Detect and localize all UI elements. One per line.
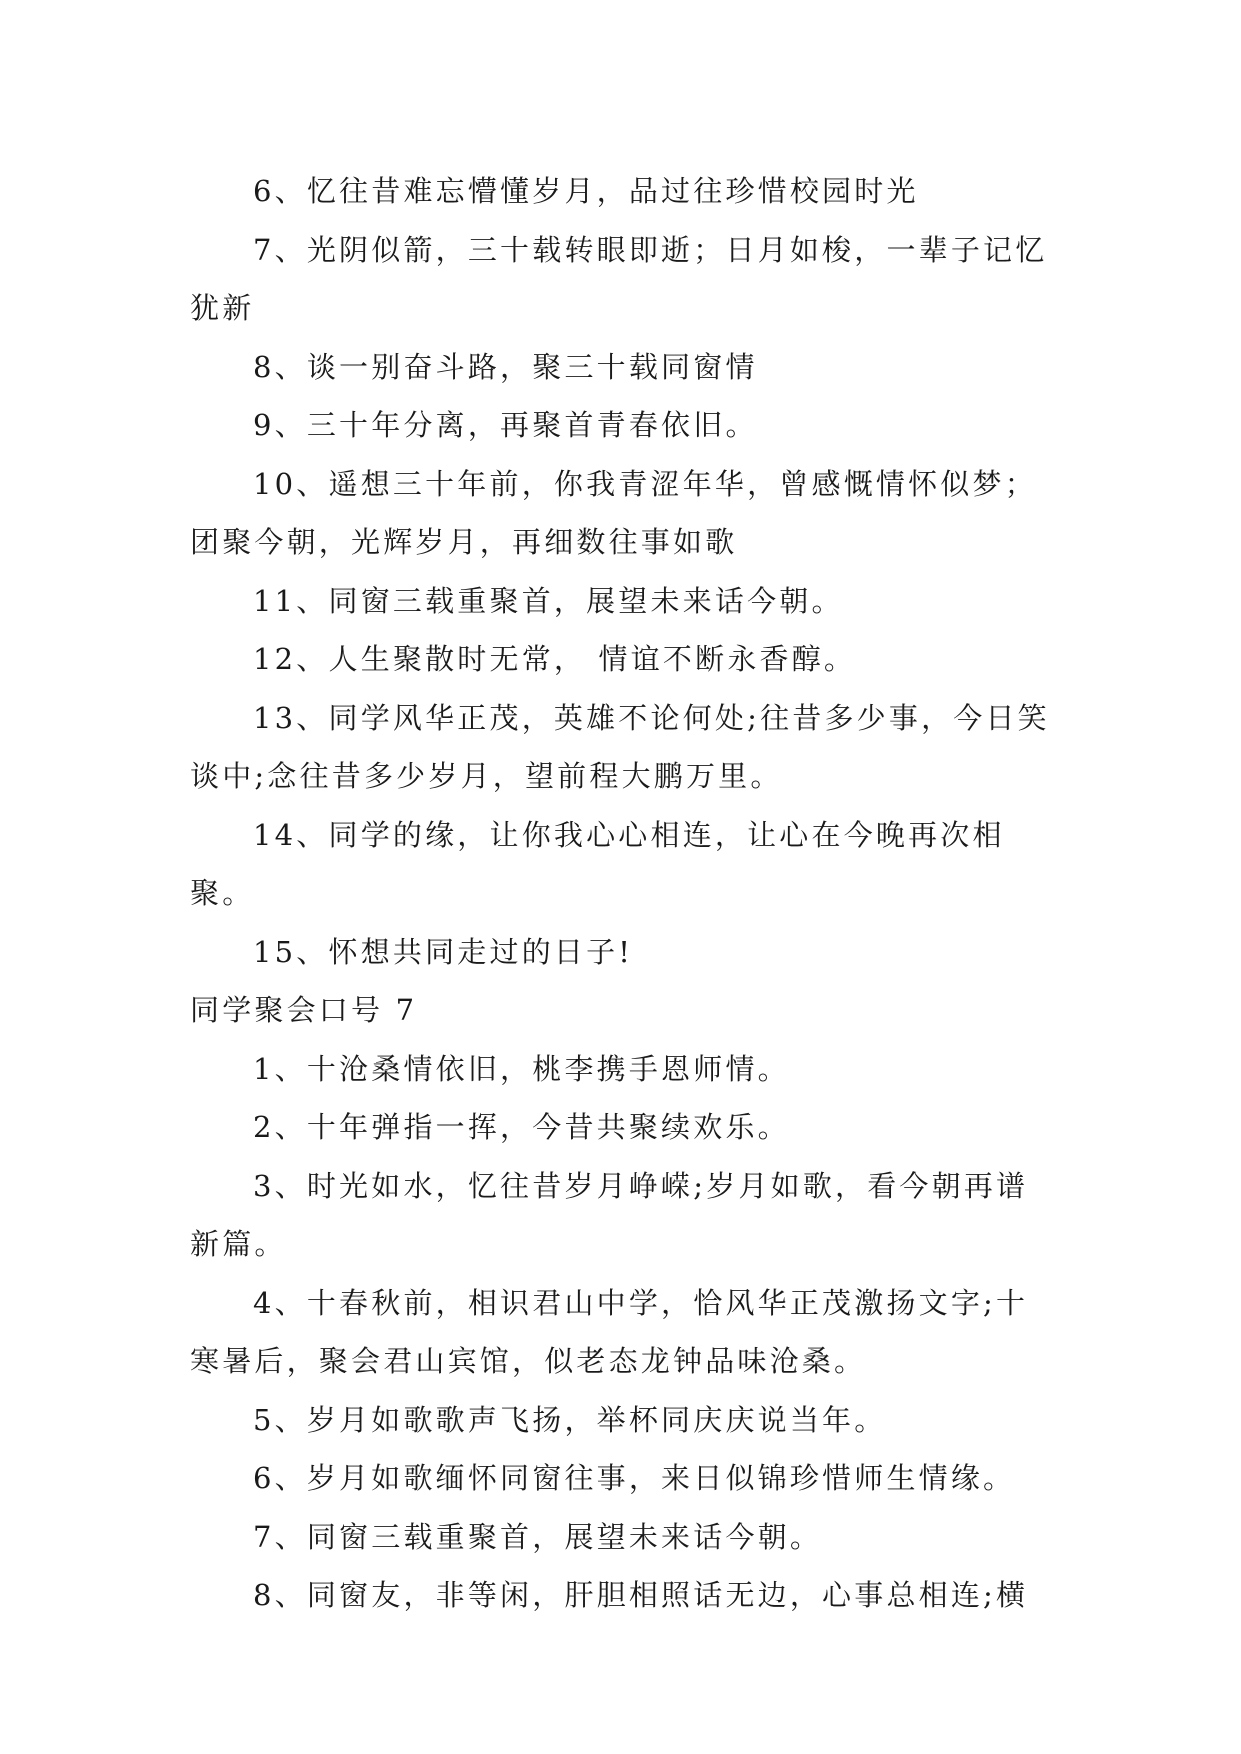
list-item: 14、同学的缘，让你我心心相连，让心在今晚再次相聚。 xyxy=(190,817,1005,910)
list-item: 8、同窗友，非等闲，肝胆相照话无边，心事总相连;横 xyxy=(253,1578,1029,1612)
list-item: 3、时光如水，忆往昔岁月峥嵘;岁月如歌，看今朝再谱新篇。 xyxy=(190,1168,1029,1261)
list-item: 12、人生聚散时无常， 情谊不断永香醇。 xyxy=(253,642,857,676)
list-item: 10、遥想三十年前，你我青涩年华，曾感慨情怀似梦；团聚今朝，光辉岁月，再细数往事如歌 xyxy=(190,466,1037,559)
list-item: 6、忆往昔难忘懵懂岁月，品过往珍惜校园时光 xyxy=(253,174,919,208)
list-item: 15、怀想共同走过的日子! xyxy=(253,934,634,969)
document-body xyxy=(190,162,1060,1625)
list-item: 2、十年弹指一挥，今昔共聚续欢乐。 xyxy=(253,1110,790,1144)
list-item: 1、十沧桑情依旧，桃李携手恩师情。 xyxy=(253,1051,790,1086)
list-item: 7、光阴似箭，三十载转眼即逝；日月如梭，一辈子记忆犹新 xyxy=(190,232,1048,325)
list-item: 11、同窗三载重聚首，展望未来话今朝。 xyxy=(253,583,844,618)
list-item: 13、同学风华正茂，英雄不论何处;往昔多少事，今日笑谈中;念往昔多少岁月，望前程大鹏万里。 xyxy=(190,700,1050,793)
list-item: 9、三十年分离，再聚首青春依旧。 xyxy=(253,408,758,442)
list-item: 8、谈一别奋斗路，聚三十载同窗情 xyxy=(253,349,758,384)
list-item: 4、十春秋前，相识君山中学，恰风华正茂激扬文字;十寒暑后，聚会君山宾馆，似老态龙钟品味沧桑。 xyxy=(190,1285,1029,1378)
section-heading: 同学聚会口号 7 xyxy=(190,993,418,1027)
list-item: 6、岁月如歌缅怀同窗往事，来日似锦珍惜师生情缘。 xyxy=(253,1461,1016,1495)
list-item: 5、岁月如歌歌声飞扬，举杯同庆庆说当年。 xyxy=(253,1402,887,1437)
list-item: 7、同窗三载重聚首，展望未来话今朝。 xyxy=(253,1519,823,1554)
